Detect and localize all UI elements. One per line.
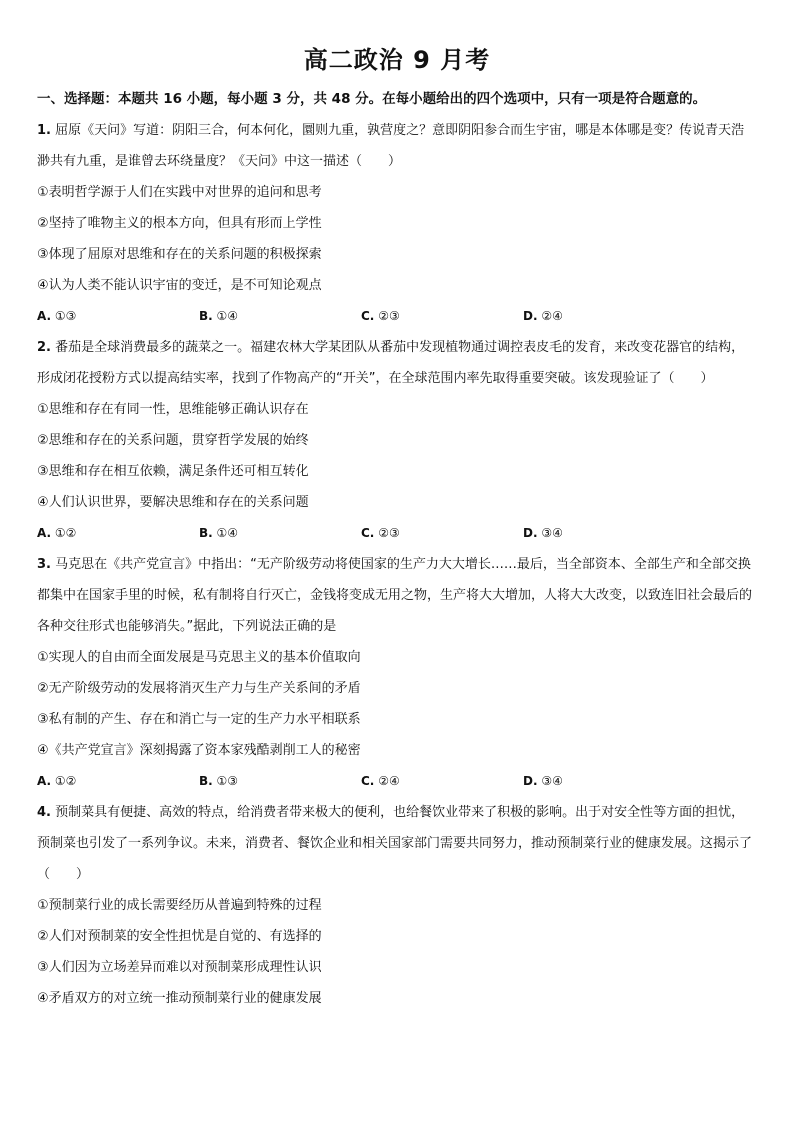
question-number: 4. — [37, 805, 51, 820]
question-number: 3. — [37, 557, 51, 572]
option-3: ③人们因为立场差异而难以对预制菜形成理性认识 — [37, 960, 322, 975]
option-2: ②思维和存在的关系问题，贯穿哲学发展的始终 — [37, 433, 309, 448]
option-2: ②坚持了唯物主义的根本方向，但具有形而上学性 — [37, 216, 322, 231]
answer-choices — [37, 766, 757, 797]
question-text: 屈原《天问》写道：阴阳三合，何本何化，圜则九重，孰营度之？意即阴阳参合而生宇宙，哪是本体哪是变？传说青天浩渺共有九重，是谁曾去环绕量度？《天问》中这一描述（ ） — [37, 123, 745, 169]
choice-text: ①② — [54, 526, 77, 540]
choice-text: ①③ — [216, 774, 239, 788]
choice-text: ③④ — [541, 774, 563, 788]
question-stem — [37, 797, 757, 890]
option-1: ①思维和存在有同一性，思维能够正确认识存在 — [37, 402, 309, 417]
choice-letter: A. — [37, 774, 52, 788]
question-stem — [37, 549, 757, 642]
choice-letter: A. — [37, 309, 52, 323]
question-2 — [37, 332, 757, 549]
question-text: 预制菜具有便捷、高效的特点，给消费者带来极大的便利，也给餐饮业带来了积极的影响。出于对安全性等方面的担忧，预制菜也引发了一系列争议。未来，消费者、餐饮企业和相关国家部门需要共同努力，推动预制菜行业的健康发展。这揭示了（ ） — [37, 805, 753, 882]
choice-text: ①② — [54, 774, 77, 788]
choice-b — [199, 766, 361, 797]
choice-text: ②③ — [378, 526, 400, 540]
option-2: ②人们对预制菜的安全性担忧是自觉的、有选择的 — [37, 929, 322, 944]
choice-text: ①④ — [216, 526, 239, 540]
exam-page — [37, 40, 757, 1014]
choice-text: ②④ — [378, 774, 400, 788]
option-4: ④矛盾双方的对立统一推动预制菜行业的健康发展 — [37, 991, 322, 1006]
choice-letter: D. — [523, 309, 538, 323]
question-stem — [37, 332, 757, 394]
section-heading: 一、选择题：本题共 16 小题，每小题 3 分，共 48 分。在每小题给出的四个选项中，只有一项是符合题意的。 — [37, 91, 707, 107]
question-number: 1. — [37, 123, 51, 138]
question-text: 番茄是全球消费最多的蔬菜之一。福建农林大学某团队从番茄中发现植物通过调控表皮毛的发育，来改变花器官的结构，形成闭花授粉方式以提高结实率，找到了作物高产的“开关”，在全球范围内率先取得重要突破。该发现验证了（ ） — [37, 340, 745, 386]
choice-a — [37, 301, 199, 332]
choice-c — [361, 518, 523, 549]
choice-c — [361, 766, 523, 797]
choice-letter: C. — [361, 309, 375, 323]
question-stem — [37, 115, 757, 177]
option-2: ②无产阶级劳动的发展将消灭生产力与生产关系间的矛盾 — [37, 681, 361, 696]
choice-b — [199, 518, 361, 549]
option-3: ③体现了屈原对思维和存在的关系问题的积极探索 — [37, 247, 322, 262]
choice-letter: C. — [361, 526, 375, 540]
choice-b — [199, 301, 361, 332]
choice-a — [37, 766, 199, 797]
choice-c — [361, 301, 523, 332]
option-4: ④《共产党宣言》深刻揭露了资本家残酷剥削工人的秘密 — [37, 743, 361, 758]
question-4 — [37, 797, 757, 1014]
answer-choices — [37, 518, 757, 549]
choice-letter: B. — [199, 526, 213, 540]
option-1: ①实现人的自由而全面发展是马克思主义的基本价值取向 — [37, 650, 361, 665]
choice-d — [523, 518, 685, 549]
choice-text: ②④ — [541, 309, 563, 323]
option-1: ①表明哲学源于人们在实践中对世界的追问和思考 — [37, 185, 322, 200]
option-4: ④认为人类不能认识宇宙的变迁，是不可知论观点 — [37, 278, 322, 293]
question-number: 2. — [37, 340, 51, 355]
question-1 — [37, 115, 757, 332]
choice-text: ②③ — [378, 309, 400, 323]
choice-d — [523, 766, 685, 797]
choice-letter: D. — [523, 774, 538, 788]
choice-letter: C. — [361, 774, 375, 788]
option-1: ①预制菜行业的成长需要经历从普遍到特殊的过程 — [37, 898, 322, 913]
choice-text: ③④ — [541, 526, 563, 540]
choice-text: ①④ — [216, 309, 239, 323]
option-3: ③思维和存在相互依赖，满足条件还可相互转化 — [37, 464, 309, 479]
choice-letter: D. — [523, 526, 538, 540]
choice-letter: B. — [199, 774, 213, 788]
page-title: 高二政治 9 月考 — [303, 46, 491, 74]
choice-letter: A. — [37, 526, 52, 540]
choice-text: ①③ — [54, 309, 77, 323]
question-text: 马克思在《共产党宣言》中指出：“无产阶级劳动将使国家的生产力大大增长……最后，当全部资本、全部生产和全部交换都集中在国家手里的时候，私有制将自行灭亡，金钱将变成无用之物，生产将大大增加，人将大大改变，以致连旧社会最后的各种交往形式也能够消失。”据此，下列说法正确的是 — [37, 557, 753, 634]
choice-letter: B. — [199, 309, 213, 323]
answer-choices — [37, 301, 757, 332]
option-3: ③私有制的产生、存在和消亡与一定的生产力水平相联系 — [37, 712, 361, 727]
question-3 — [37, 549, 757, 797]
choice-a — [37, 518, 199, 549]
option-4: ④人们认识世界，要解决思维和存在的关系问题 — [37, 495, 309, 510]
choice-d — [523, 301, 685, 332]
